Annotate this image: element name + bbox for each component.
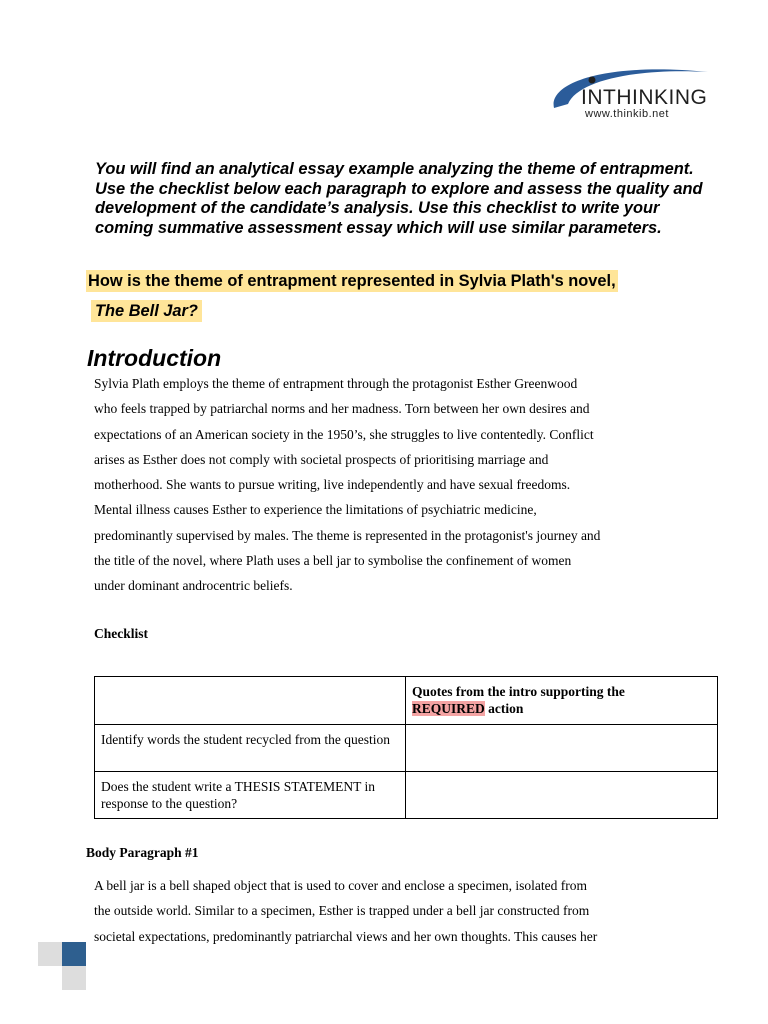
table-row: [95, 772, 718, 819]
intro-line: motherhood. She wants to pursue writing, live independently and have sexual freedoms.: [94, 477, 571, 493]
instruction-note: You will find an analytical essay example analyzing the theme of entrapment. Use the checklist below each paragraph to explore and assess the quality and development of the candidate’s analysis. Use this checklist to write your coming summative assessment essay which will use similar parameters.: [95, 160, 703, 237]
intro-line: Sylvia Plath employs the theme of entrapment through the protagonist Esther Greenwood: [94, 376, 578, 391]
introduction-paragraph: [94, 371, 694, 599]
body-line: societal expectations, predominantly patriarchal views and her own thoughts. This causes her: [94, 928, 598, 944]
checklist-header-empty-cell: [95, 677, 406, 725]
checklist-header-action: action: [484, 701, 524, 716]
inthinking-logo: [548, 60, 713, 122]
checklist-criterion-cell: Does the student write a THESIS STATEMENT in response to the question?: [95, 772, 406, 819]
decorative-square-blue: [62, 942, 86, 966]
checklist-header-text: Quotes from the intro supporting the: [412, 684, 625, 699]
checklist-criterion-cell: Identify words the student recycled from the question: [95, 725, 406, 772]
required-highlight: REQUIRED: [412, 701, 485, 716]
decorative-square-grey: [62, 966, 86, 990]
checklist-header-cell: [406, 677, 718, 725]
intro-line: the title of the novel, where Plath uses a bell jar to symbolise the confinement of women: [94, 553, 572, 569]
checklist-answer-cell[interactable]: [406, 772, 718, 819]
essay-question-line2: The Bell Jar?: [91, 300, 202, 322]
intro-line: predominantly supervised by males. The theme is represented in the protagonist's journey and: [94, 527, 601, 543]
logo-brand-text: INTHINKING: [581, 86, 708, 109]
checklist-table: [94, 676, 718, 819]
body-line: A bell jar is a bell shaped object that is used to cover and enclose a specimen, isolated from: [94, 878, 587, 893]
essay-question-line1: How is the theme of entrapment represented in Sylvia Plath's novel,: [88, 272, 616, 290]
body-paragraph-heading: Body Paragraph #1: [86, 845, 199, 860]
decorative-square-grey: [38, 942, 62, 966]
intro-line: who feels trapped by patriarchal norms and her madness. Torn between her own desires and: [94, 401, 590, 417]
checklist-label: Checklist: [94, 626, 148, 641]
intro-line: under dominant androcentric beliefs.: [94, 578, 293, 594]
introduction-heading: Introduction: [87, 345, 222, 371]
body-line: the outside world. Similar to a specimen, Esther is trapped under a bell jar constructed from: [94, 903, 590, 919]
intro-line: arises as Esther does not comply with societal prospects of prioritising marriage and: [94, 451, 549, 467]
table-row: [95, 725, 718, 772]
logo-url-text: www.thinkib.net: [585, 108, 669, 120]
intro-line: Mental illness causes Esther to experience the limitations of psychiatric medicine,: [94, 502, 537, 518]
checklist-answer-cell[interactable]: [406, 725, 718, 772]
body-paragraph-1: [94, 873, 694, 949]
intro-line: expectations of an American society in the 1950’s, she struggles to live contentedly. Conflict: [94, 426, 594, 442]
checklist-header-row: [95, 677, 718, 725]
